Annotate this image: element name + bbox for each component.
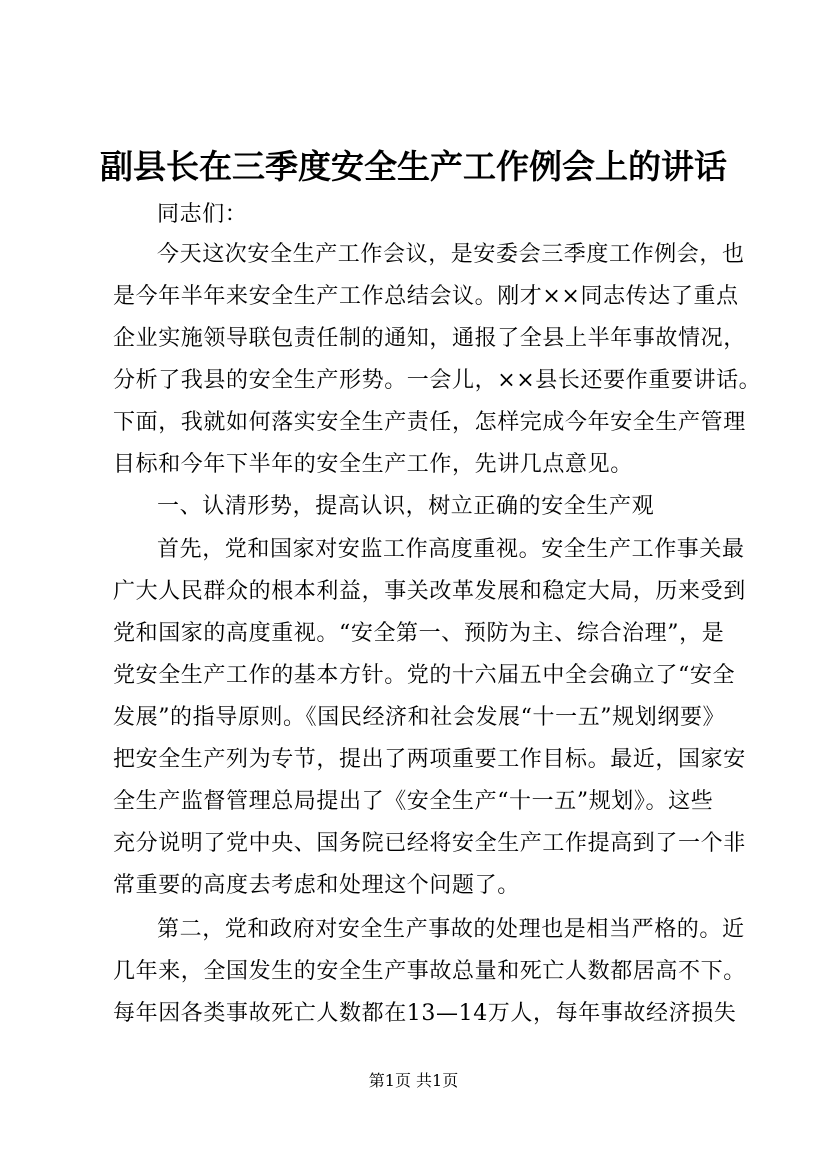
paragraph-line: 分析了我县的安全生产形势。一会儿，××县长还要作重要讲话。: [113, 368, 762, 393]
document-title: 副县长在三季度安全生产工作例会上的讲话: [100, 147, 727, 186]
paragraph-line: 几年来，全国发生的安全生产事故总量和死亡人数都居高不下。: [113, 959, 746, 984]
paragraph-line: 是今年半年来安全生产工作总结会议。刚才××同志传达了重点: [113, 284, 739, 309]
paragraph-line: 广大人民群众的根本利益，事关改革发展和稳定大局，历来受到: [113, 579, 746, 604]
paragraph-line: 下面，我就如何落实安全生产责任，怎样完成今年安全生产管理: [113, 410, 746, 435]
paragraph-line: 全生产监督管理总局提出了《安全生产“十一五”规划》。这些: [113, 789, 714, 814]
paragraph-line: 党安全生产工作的基本方针。党的十六届五中全会确立了“安全: [113, 663, 736, 688]
paragraph-line: 企业实施领导联包责任制的通知，通报了全县上半年事故情况，: [113, 326, 746, 351]
paragraph-line: 今天这次安全生产工作会议，是安委会三季度工作例会，也: [157, 242, 745, 267]
page-footer: 第1页 共1页: [368, 1071, 459, 1090]
paragraph-line: 常重要的高度去考虑和处理这个问题了。: [113, 873, 520, 898]
paragraph-line: 第二，党和政府对安全生产事故的处理也是相当严格的。近: [157, 917, 745, 942]
section-heading: 一、认清形势，提高认识，树立正确的安全生产观: [157, 494, 655, 519]
paragraph-line: 目标和今年下半年的安全生产工作，先讲几点意见。: [113, 452, 633, 477]
paragraph-line: 充分说明了党中央、国务院已经将安全生产工作提高到了一个非: [113, 831, 746, 856]
paragraph-line: 每年因各类事故死亡人数都在13—14万人，每年事故经济损失: [113, 1001, 737, 1026]
paragraph-line: 把安全生产列为专节，提出了两项重要工作目标。最近，国家安: [113, 747, 746, 772]
salutation: 同志们：: [157, 202, 248, 227]
paragraph-line: 首先，党和国家对安监工作高度重视。安全生产工作事关最: [157, 537, 745, 562]
paragraph-line: 党和国家的高度重视。“安全第一、预防为主、综合治理”，是: [113, 621, 725, 646]
paragraph-line: 发展”的指导原则。《国民经济和社会发展“十一五”规划纲要》: [113, 705, 726, 730]
